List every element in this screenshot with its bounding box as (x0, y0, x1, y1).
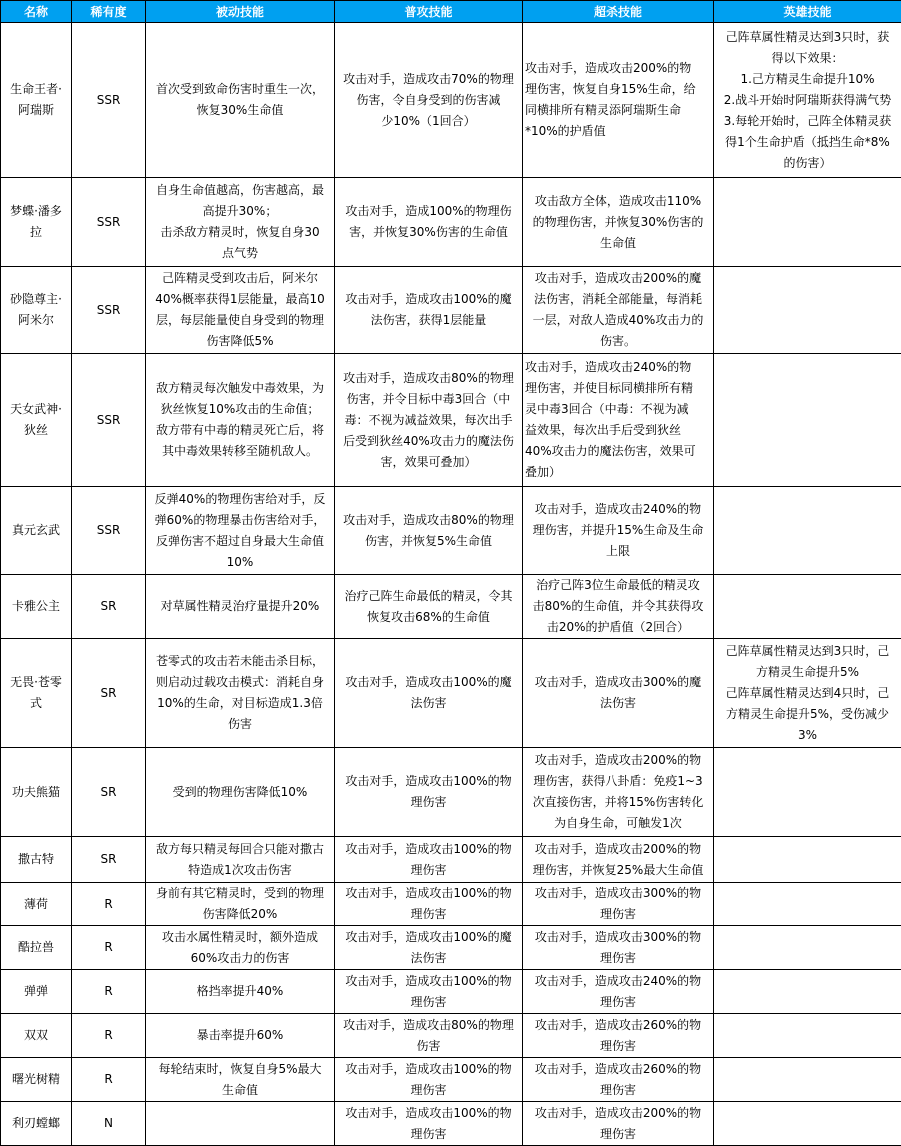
header-ultimate: 超杀技能 (523, 1, 714, 23)
row-passive: 自身生命值越高，伤害越高，最 高提升30%； 击杀敌方精灵时，恢复自身30 点气势 (146, 178, 335, 267)
row-ultimate: 攻击对手，造成攻击240%的物 理伤害 (523, 970, 714, 1014)
row-ultimate: 攻击对手，造成攻击300%的魔 法伤害 (523, 639, 714, 748)
row-ultimate: 攻击对手，造成攻击240%的物 理伤害，并提升15%生命及生命 上限 (523, 487, 714, 575)
row-rarity: SR (72, 639, 146, 748)
row-passive: 每轮结束时，恢复自身5%最大 生命值 (146, 1058, 335, 1102)
row-rarity: SR (72, 575, 146, 639)
row-passive: 暴击率提升60% (146, 1014, 335, 1058)
row-ultimate: 攻击对手，造成攻击260%的物 理伤害 (523, 1014, 714, 1058)
row-hero (714, 354, 901, 487)
table-row (1, 354, 901, 487)
row-hero (714, 970, 901, 1014)
row-passive: 己阵精灵受到攻击后，阿米尔 40%概率获得1层能量，最高10 层，每层能量使自身受到的物理 伤害降低5% (146, 267, 335, 354)
row-name: 功夫熊猫 (1, 748, 72, 837)
row-rarity: SSR (72, 267, 146, 354)
row-ultimate: 攻击对手，造成攻击300%的物 理伤害 (523, 883, 714, 926)
row-name: 弹弹 (1, 970, 72, 1014)
row-normal: 攻击对手，造成攻击100%的物 理伤害 (335, 748, 523, 837)
row-passive: 首次受到致命伤害时重生一次， 恢复30%生命值 (146, 23, 335, 178)
row-ultimate: 攻击对手，造成攻击240%的物 理伤害，并使目标同横排所有精 灵中毒3回合（中毒：不视为减 益效果，每次出手后受到狄丝 40%攻击力的魔法伤害，效果可 叠加） (523, 354, 714, 487)
row-passive: 苍零式的攻击若未能击杀目标， 则启动过载攻击模式：消耗自身 10%的生命，对目标造成1.3倍 伤害 (146, 639, 335, 748)
row-name: 酷拉兽 (1, 926, 72, 970)
row-name: 薄荷 (1, 883, 72, 926)
row-normal: 攻击对手，造成攻击70%的物理 伤害，令自身受到的伤害减 少10%（1回合） (335, 23, 523, 178)
row-ultimate: 治疗己阵3位生命最低的精灵攻 击80%的生命值，并令其获得攻 击20%的护盾值（2回合） (523, 575, 714, 639)
row-hero (714, 926, 901, 970)
row-rarity: R (72, 883, 146, 926)
row-ultimate: 攻击对手，造成攻击200%的物 理伤害，并恢复25%最大生命值 (523, 837, 714, 883)
row-ultimate: 攻击对手，造成攻击200%的物 理伤害，获得八卦盾：免疫1~3 次直接伤害，并将15%伤害转化 为自身生命，可触发1次 (523, 748, 714, 837)
row-rarity: SSR (72, 23, 146, 178)
header-rarity: 稀有度 (72, 1, 146, 23)
row-ultimate: 攻击敌方全体，造成攻击110% 的物理伤害，并恢复30%伤害的 生命值 (523, 178, 714, 267)
row-passive: 敌方精灵每次触发中毒效果，为 狄丝恢复10%攻击的生命值； 敌方带有中毒的精灵死亡后，将 其中毒效果转移至随机敌人。 (146, 354, 335, 487)
row-hero (714, 837, 901, 883)
row-hero (714, 178, 901, 267)
row-name: 无畏·苍零 式 (1, 639, 72, 748)
header-row (1, 1, 901, 23)
row-name: 双双 (1, 1014, 72, 1058)
table-row (1, 1058, 901, 1102)
row-normal: 攻击对手，造成攻击100%的物 理伤害 (335, 883, 523, 926)
row-hero (714, 748, 901, 837)
row-rarity: SSR (72, 487, 146, 575)
row-normal: 攻击对手，造成攻击100%的魔 法伤害 (335, 639, 523, 748)
row-hero (714, 883, 901, 926)
table-row (1, 970, 901, 1014)
row-name: 利刃螳螂 (1, 1102, 72, 1146)
row-rarity: R (72, 1014, 146, 1058)
row-name: 生命王者· 阿瑞斯 (1, 23, 72, 178)
row-passive: 受到的物理伤害降低10% (146, 748, 335, 837)
row-rarity: R (72, 926, 146, 970)
table-row (1, 267, 901, 354)
row-name: 天女武神· 狄丝 (1, 354, 72, 487)
row-normal: 攻击对手，造成攻击100%的物 理伤害 (335, 970, 523, 1014)
header-hero: 英雄技能 (714, 1, 901, 23)
row-name: 曙光树精 (1, 1058, 72, 1102)
row-passive: 攻击水属性精灵时，额外造成 60%攻击力的伤害 (146, 926, 335, 970)
row-ultimate: 攻击对手，造成攻击200%的魔 法伤害，消耗全部能量，每消耗 一层，对敌人造成40%攻击力的 伤害。 (523, 267, 714, 354)
row-normal: 攻击对手，造成攻击80%的物理 伤害 (335, 1014, 523, 1058)
row-rarity: SR (72, 748, 146, 837)
row-rarity: SSR (72, 178, 146, 267)
row-normal: 攻击对手，造成攻击100%的魔 法伤害，获得1层能量 (335, 267, 523, 354)
row-normal: 攻击对手，造成100%的物理伤 害，并恢复30%伤害的生命值 (335, 178, 523, 267)
table-row (1, 639, 901, 748)
row-rarity: R (72, 970, 146, 1014)
row-hero (714, 575, 901, 639)
row-hero: 己阵草属性精灵达到3只时，获 得以下效果： 1.己方精灵生命提升10% 2.战斗开始时阿瑞斯获得满气势 3.每轮开始时，己阵全体精灵获 得1个生命护盾（抵挡生命*8% 的伤害） (714, 23, 901, 178)
row-normal: 攻击对手，造成攻击80%的物理 伤害，并令目标中毒3回合（中 毒：不视为减益效果，每次出手 后受到狄丝40%攻击力的魔法伤 害，效果可叠加） (335, 354, 523, 487)
table-row (1, 1014, 901, 1058)
table-row (1, 178, 901, 267)
row-name: 真元玄武 (1, 487, 72, 575)
row-name: 撒古特 (1, 837, 72, 883)
row-normal: 攻击对手，造成攻击100%的物 理伤害 (335, 1058, 523, 1102)
row-passive: 敌方每只精灵每回合只能对撒古 特造成1次攻击伤害 (146, 837, 335, 883)
table-row (1, 748, 901, 837)
row-hero (714, 1014, 901, 1058)
row-passive: 对草属性精灵治疗量提升20% (146, 575, 335, 639)
row-hero: 己阵草属性精灵达到3只时，己 方精灵生命提升5% 己阵草属性精灵达到4只时，己 方精灵生命提升5%，受伤减少 3% (714, 639, 901, 748)
row-hero (714, 267, 901, 354)
row-name: 砂隐尊主· 阿米尔 (1, 267, 72, 354)
row-hero (714, 1058, 901, 1102)
row-name: 梦蝶·潘多 拉 (1, 178, 72, 267)
table-row (1, 1102, 901, 1146)
row-normal: 攻击对手，造成攻击100%的魔 法伤害 (335, 926, 523, 970)
header-passive: 被动技能 (146, 1, 335, 23)
row-passive: 反弹40%的物理伤害给对手，反 弹60%的物理暴击伤害给对手， 反弹伤害不超过自身最大生命值 10% (146, 487, 335, 575)
row-ultimate: 攻击对手，造成攻击200%的物 理伤害，恢复自身15%生命，给 同横排所有精灵添阿瑞斯生命 *10%的护盾值 (523, 23, 714, 178)
row-normal: 攻击对手，造成攻击100%的物 理伤害 (335, 1102, 523, 1146)
table-row (1, 883, 901, 926)
row-normal: 攻击对手，造成攻击80%的物理 伤害，并恢复5%生命值 (335, 487, 523, 575)
row-ultimate: 攻击对手，造成攻击200%的物 理伤害 (523, 1102, 714, 1146)
table-row (1, 23, 901, 178)
row-rarity: N (72, 1102, 146, 1146)
row-ultimate: 攻击对手，造成攻击300%的物 理伤害 (523, 926, 714, 970)
row-name: 卡雅公主 (1, 575, 72, 639)
table-row (1, 837, 901, 883)
row-passive: 身前有其它精灵时，受到的物理 伤害降低20% (146, 883, 335, 926)
row-rarity: SR (72, 837, 146, 883)
row-rarity: R (72, 1058, 146, 1102)
header-name: 名称 (1, 1, 72, 23)
row-ultimate: 攻击对手，造成攻击260%的物 理伤害 (523, 1058, 714, 1102)
row-hero (714, 487, 901, 575)
row-rarity: SSR (72, 354, 146, 487)
table-row (1, 926, 901, 970)
table-row (1, 487, 901, 575)
row-passive (146, 1102, 335, 1146)
row-passive: 格挡率提升40% (146, 970, 335, 1014)
row-hero (714, 1102, 901, 1146)
table-row (1, 575, 901, 639)
row-normal: 治疗己阵生命最低的精灵，令其 恢复攻击68%的生命值 (335, 575, 523, 639)
header-normal: 普攻技能 (335, 1, 523, 23)
row-normal: 攻击对手，造成攻击100%的物 理伤害 (335, 837, 523, 883)
